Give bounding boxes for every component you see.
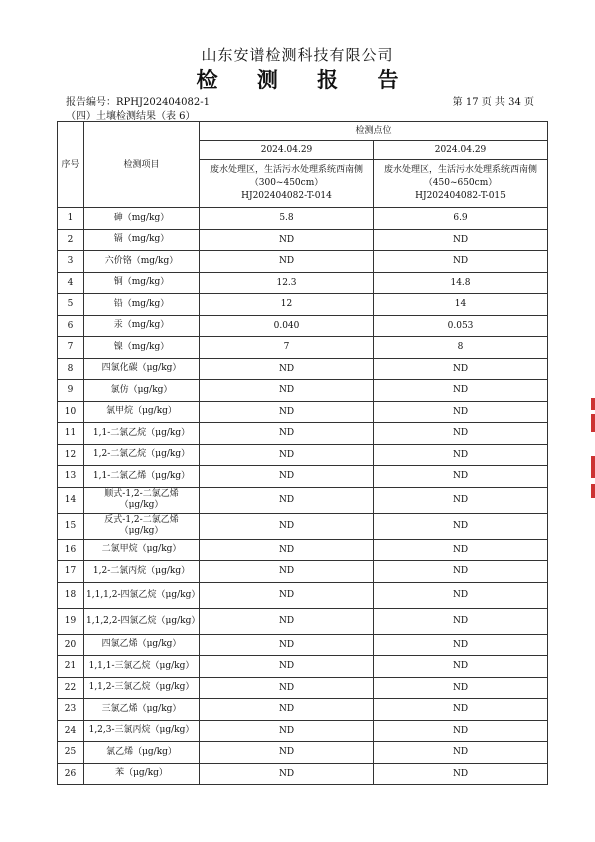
row-number: 12 bbox=[58, 444, 84, 466]
row-value-1: ND bbox=[200, 677, 374, 699]
row-item: 铅（mg/kg） bbox=[84, 294, 200, 316]
row-item: 砷（mg/kg） bbox=[84, 208, 200, 230]
sample-location: 废水处理区，生活污水处理系统西南侧（450~650cm） bbox=[384, 165, 538, 188]
row-number: 20 bbox=[58, 634, 84, 656]
report-title: 检 测 报 告 bbox=[196, 67, 415, 92]
row-item: 1,1,1,2-四氯乙烷（μg/kg） bbox=[84, 582, 200, 608]
row-value-2: ND bbox=[374, 561, 548, 583]
row-item: 1,2-二氯乙烷（μg/kg） bbox=[84, 444, 200, 466]
row-value-2: ND bbox=[374, 539, 548, 561]
row-item: 1,1-二氯乙烯（μg/kg） bbox=[84, 466, 200, 488]
sample-id: HJ202404082-T-014 bbox=[241, 191, 332, 201]
row-item: 苯（μg/kg） bbox=[84, 763, 200, 785]
table-row bbox=[58, 294, 548, 316]
row-value-1: ND bbox=[200, 656, 374, 678]
edge-mark bbox=[591, 484, 595, 498]
row-value-2: ND bbox=[374, 423, 548, 445]
row-value-1: ND bbox=[200, 229, 374, 251]
row-number: 17 bbox=[58, 561, 84, 583]
row-value-1: 12 bbox=[200, 294, 374, 316]
row-number: 2 bbox=[58, 229, 84, 251]
row-value-2: 14 bbox=[374, 294, 548, 316]
row-item: 1,2,3-三氯丙烷（μg/kg） bbox=[84, 720, 200, 742]
row-number: 3 bbox=[58, 251, 84, 273]
row-value-2: ND bbox=[374, 699, 548, 721]
row-number: 14 bbox=[58, 487, 84, 513]
table-row bbox=[58, 513, 548, 539]
row-value-1: ND bbox=[200, 561, 374, 583]
row-number: 7 bbox=[58, 337, 84, 359]
row-value-1: ND bbox=[200, 423, 374, 445]
row-number: 23 bbox=[58, 699, 84, 721]
row-value-2: 6.9 bbox=[374, 208, 548, 230]
sample-info bbox=[200, 160, 374, 208]
sample-date: 2024.04.29 bbox=[374, 141, 548, 160]
row-value-2: 8 bbox=[374, 337, 548, 359]
page-number: 第 17 页 共 34 页 bbox=[452, 97, 534, 108]
row-item: 镍（mg/kg） bbox=[84, 337, 200, 359]
row-item: 顺式-1,2-二氯乙烯（μg/kg） bbox=[84, 487, 200, 513]
row-value-2: ND bbox=[374, 358, 548, 380]
row-value-1: ND bbox=[200, 251, 374, 273]
row-item: 氯甲烷（μg/kg） bbox=[84, 401, 200, 423]
row-value-2: ND bbox=[374, 401, 548, 423]
row-item: 1,2-二氯丙烷（μg/kg） bbox=[84, 561, 200, 583]
table-row bbox=[58, 423, 548, 445]
row-item: 1,1,2,2-四氯乙烷（μg/kg） bbox=[84, 608, 200, 634]
row-value-1: ND bbox=[200, 763, 374, 785]
header-points: 检测点位 bbox=[200, 122, 548, 141]
row-value-1: ND bbox=[200, 466, 374, 488]
table-row bbox=[58, 763, 548, 785]
row-number: 9 bbox=[58, 380, 84, 402]
row-item: 反式-1,2-二氯乙烯（μg/kg） bbox=[84, 513, 200, 539]
sample-date: 2024.04.29 bbox=[200, 141, 374, 160]
row-number: 26 bbox=[58, 763, 84, 785]
row-item: 1,1,1-三氯乙烷（μg/kg） bbox=[84, 656, 200, 678]
row-item: 氯仿（μg/kg） bbox=[84, 380, 200, 402]
row-value-2: ND bbox=[374, 720, 548, 742]
row-number: 25 bbox=[58, 742, 84, 764]
table-row bbox=[58, 634, 548, 656]
row-number: 21 bbox=[58, 656, 84, 678]
row-value-2: ND bbox=[374, 444, 548, 466]
row-number: 5 bbox=[58, 294, 84, 316]
report-meta bbox=[66, 93, 534, 108]
row-value-1: 5.8 bbox=[200, 208, 374, 230]
table-row bbox=[58, 358, 548, 380]
row-value-1: ND bbox=[200, 513, 374, 539]
table-row bbox=[58, 466, 548, 488]
results-table bbox=[57, 121, 548, 785]
table-row bbox=[58, 608, 548, 634]
row-value-2: 14.8 bbox=[374, 272, 548, 294]
row-item: 四氯乙烯（μg/kg） bbox=[84, 634, 200, 656]
company-name: 山东安谱检测科技有限公司 bbox=[201, 46, 394, 64]
row-value-2: ND bbox=[374, 634, 548, 656]
row-item: 六价铬（mg/kg） bbox=[84, 251, 200, 273]
table-row bbox=[58, 539, 548, 561]
table-row bbox=[58, 337, 548, 359]
row-value-1: ND bbox=[200, 358, 374, 380]
row-value-1: ND bbox=[200, 380, 374, 402]
table-row bbox=[58, 561, 548, 583]
row-value-1: 12.3 bbox=[200, 272, 374, 294]
table-row bbox=[58, 656, 548, 678]
row-value-2: ND bbox=[374, 677, 548, 699]
row-number: 1 bbox=[58, 208, 84, 230]
row-value-2: ND bbox=[374, 763, 548, 785]
table-row bbox=[58, 229, 548, 251]
row-value-1: ND bbox=[200, 401, 374, 423]
table-row bbox=[58, 699, 548, 721]
row-value-1: 7 bbox=[200, 337, 374, 359]
table-row bbox=[58, 251, 548, 273]
row-value-2: ND bbox=[374, 487, 548, 513]
report-number: 报告编号：RPHJ202404082-1 bbox=[66, 97, 210, 108]
row-number: 24 bbox=[58, 720, 84, 742]
row-number: 18 bbox=[58, 582, 84, 608]
row-value-2: 0.053 bbox=[374, 315, 548, 337]
sample-info bbox=[374, 160, 548, 208]
row-item: 1,1,2-三氯乙烷（μg/kg） bbox=[84, 677, 200, 699]
row-number: 10 bbox=[58, 401, 84, 423]
edge-mark bbox=[591, 456, 595, 478]
row-number: 15 bbox=[58, 513, 84, 539]
table-row bbox=[58, 444, 548, 466]
row-value-1: ND bbox=[200, 720, 374, 742]
row-value-2: ND bbox=[374, 380, 548, 402]
row-value-2: ND bbox=[374, 513, 548, 539]
row-item: 二氯甲烷（μg/kg） bbox=[84, 539, 200, 561]
table-row bbox=[58, 401, 548, 423]
row-value-2: ND bbox=[374, 229, 548, 251]
row-item: 氯乙烯（μg/kg） bbox=[84, 742, 200, 764]
row-item: 铜（mg/kg） bbox=[84, 272, 200, 294]
sample-id: HJ202404082-T-015 bbox=[415, 191, 506, 201]
table-row bbox=[58, 208, 548, 230]
row-value-1: ND bbox=[200, 444, 374, 466]
row-value-2: ND bbox=[374, 742, 548, 764]
row-value-1: ND bbox=[200, 608, 374, 634]
table-row bbox=[58, 487, 548, 513]
row-value-2: ND bbox=[374, 608, 548, 634]
row-item: 镉（mg/kg） bbox=[84, 229, 200, 251]
row-item: 三氯乙烯（μg/kg） bbox=[84, 699, 200, 721]
edge-mark bbox=[591, 398, 595, 410]
row-number: 4 bbox=[58, 272, 84, 294]
row-value-2: ND bbox=[374, 656, 548, 678]
row-value-2: ND bbox=[374, 582, 548, 608]
table-row bbox=[58, 677, 548, 699]
row-item: 1,1-二氯乙烷（μg/kg） bbox=[84, 423, 200, 445]
sample-location: 废水处理区，生活污水处理系统西南侧（300~450cm） bbox=[209, 165, 363, 188]
row-value-2: ND bbox=[374, 251, 548, 273]
row-item: 汞（mg/kg） bbox=[84, 315, 200, 337]
table-row bbox=[58, 720, 548, 742]
row-value-1: ND bbox=[200, 539, 374, 561]
row-number: 8 bbox=[58, 358, 84, 380]
row-item: 四氯化碳（μg/kg） bbox=[84, 358, 200, 380]
table-row bbox=[58, 380, 548, 402]
row-number: 19 bbox=[58, 608, 84, 634]
row-value-1: ND bbox=[200, 699, 374, 721]
edge-mark bbox=[591, 414, 595, 432]
row-number: 22 bbox=[58, 677, 84, 699]
row-number: 6 bbox=[58, 315, 84, 337]
row-number: 16 bbox=[58, 539, 84, 561]
row-value-1: ND bbox=[200, 582, 374, 608]
header-seq: 序号 bbox=[58, 122, 84, 208]
row-value-1: ND bbox=[200, 487, 374, 513]
table-row bbox=[58, 742, 548, 764]
header-item: 检测项目 bbox=[84, 122, 200, 208]
table-row bbox=[58, 272, 548, 294]
table-row bbox=[58, 582, 548, 608]
row-value-1: ND bbox=[200, 742, 374, 764]
row-number: 11 bbox=[58, 423, 84, 445]
row-value-1: 0.040 bbox=[200, 315, 374, 337]
row-value-2: ND bbox=[374, 466, 548, 488]
row-value-1: ND bbox=[200, 634, 374, 656]
row-number: 13 bbox=[58, 466, 84, 488]
table-row bbox=[58, 315, 548, 337]
section-title: （四）土壤检测结果（表 6） bbox=[66, 111, 196, 122]
